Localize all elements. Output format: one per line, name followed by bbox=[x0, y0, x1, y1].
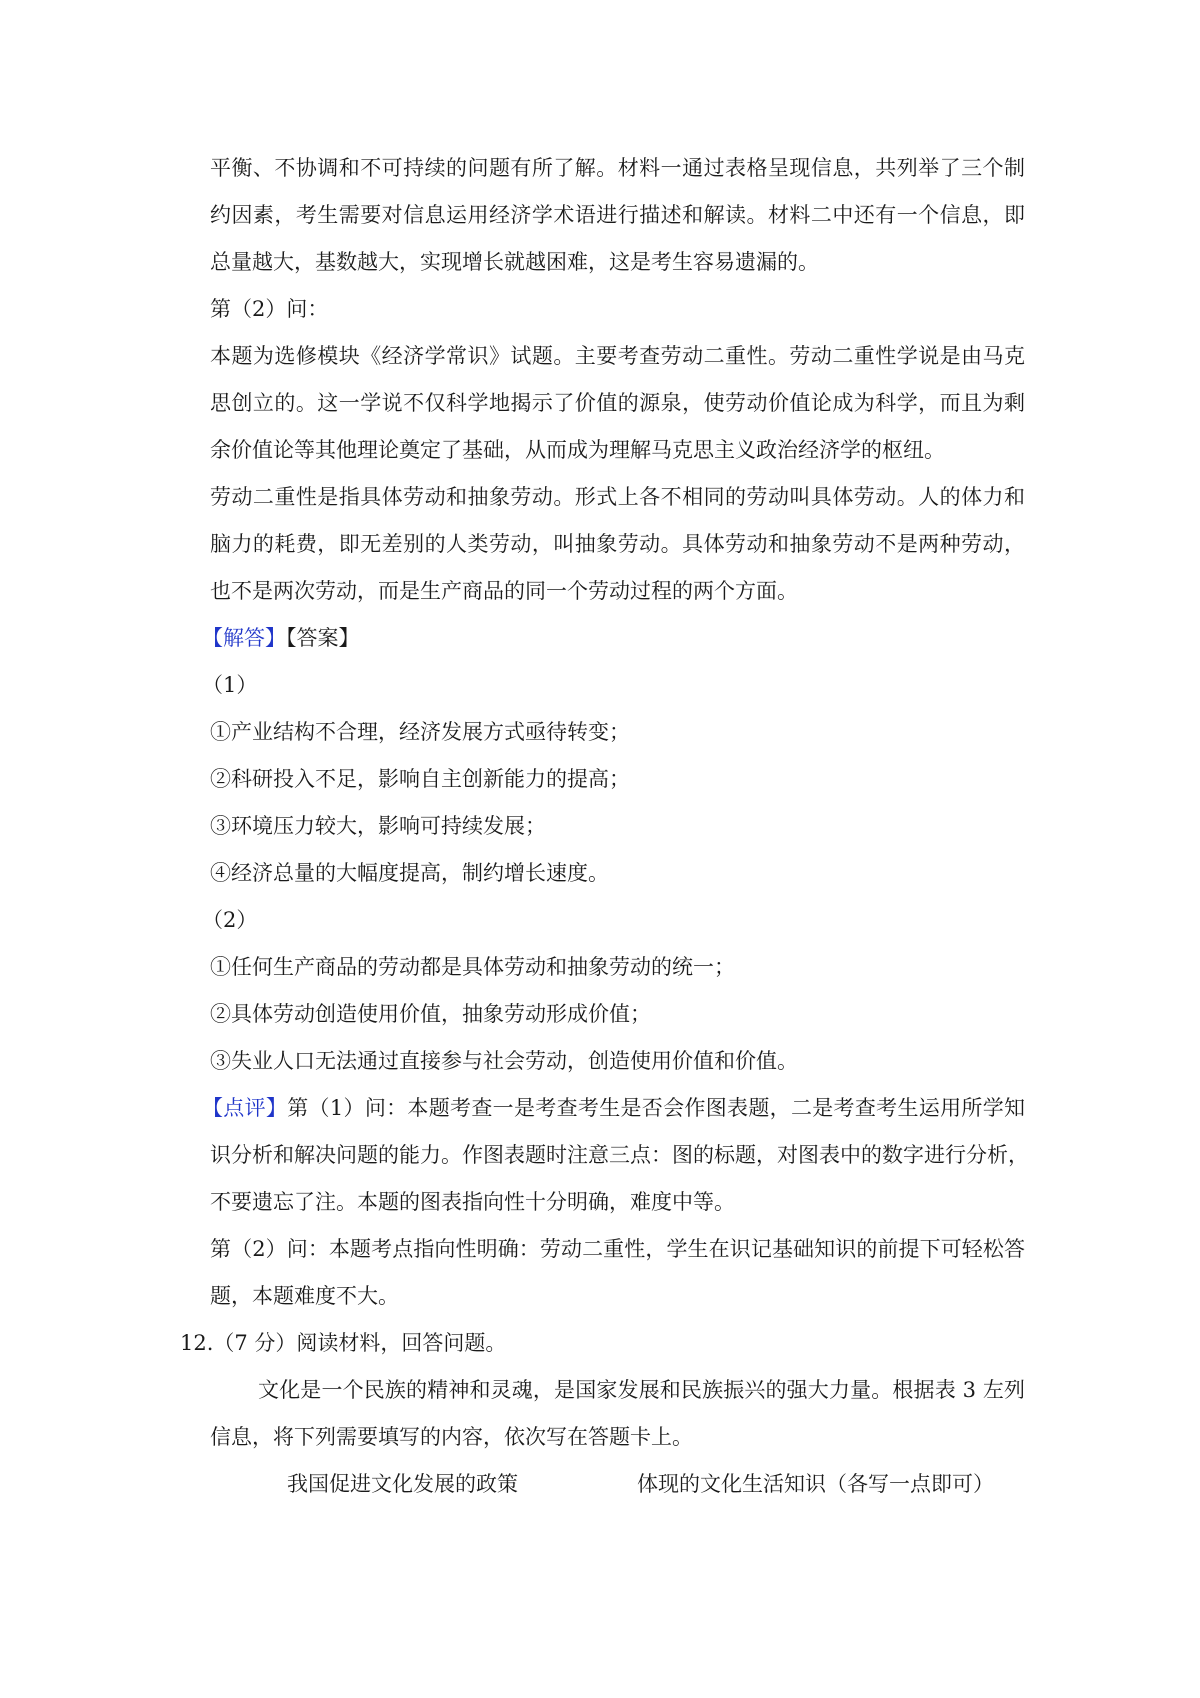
text-line: 劳动二重性是指具体劳动和抽象劳动。形式上各不相同的劳动叫具体劳动。人的体力和 bbox=[210, 485, 1025, 509]
text-line: 总量越大，基数越大，实现增长就越困难，这是考生容易遗漏的。 bbox=[210, 250, 819, 274]
answer-tag: 【解答】 bbox=[202, 626, 286, 650]
question-title: 12.（7 分）阅读材料，回答问题。 bbox=[180, 1331, 507, 1355]
text-line: 余价值论等其他理论奠定了基础，从而成为理解马克思主义政治经济学的枢纽。 bbox=[210, 438, 945, 462]
text-line: 识分析和解决问题的能力。作图表题时注意三点：图的标题，对图表中的数字进行分析， bbox=[210, 1143, 1029, 1167]
question-body-line: 文化是一个民族的精神和灵魂，是国家发展和民族振兴的强大力量。根据表 3 左列 bbox=[258, 1378, 1025, 1402]
text-line: 不要遗忘了注。本题的图表指向性十分明确，难度中等。 bbox=[210, 1190, 735, 1214]
text-line: 思创立的。这一学说不仅科学地揭示了价值的源泉，使劳动价值论成为科学，而且为剩 bbox=[210, 391, 1025, 415]
text-line: 第（2）问：本题考点指向性明确：劳动二重性，学生在识记基础知识的前提下可轻松答 bbox=[210, 1237, 1025, 1261]
answer-item: ③环境压力较大，影响可持续发展； bbox=[210, 814, 546, 838]
text-line: 平衡、不协调和不可持续的问题有所了解。材料一通过表格呈现信息，共列举了三个制 bbox=[210, 156, 1025, 180]
answer-item: ③失业人口无法通过直接参与社会劳动，创造使用价值和价值。 bbox=[210, 1049, 798, 1073]
text-line: 约因素，考生需要对信息运用经济学术语进行描述和解读。材料二中还有一个信息，即 bbox=[210, 203, 1025, 227]
answer-item: ②具体劳动创造使用价值，抽象劳动形成价值； bbox=[210, 1002, 651, 1026]
text-line: 也不是两次劳动，而是生产商品的同一个劳动过程的两个方面。 bbox=[210, 579, 798, 603]
table-header-policy: 我国促进文化发展的政策 bbox=[287, 1472, 518, 1496]
question-body-line: 信息，将下列需要填写的内容，依次写在答题卡上。 bbox=[210, 1425, 693, 1449]
comment-first-line bbox=[202, 1093, 1025, 1123]
answer-item: ①产业结构不合理，经济发展方式亟待转变； bbox=[210, 720, 630, 744]
table-header-knowledge: 体现的文化生活知识（各写一点即可） bbox=[637, 1472, 994, 1496]
answer-item: ②科研投入不足，影响自主创新能力的提高； bbox=[210, 767, 630, 791]
q2-heading: 第（2）问： bbox=[210, 297, 329, 321]
answer-header bbox=[202, 623, 360, 653]
text-line: 题，本题难度不大。 bbox=[210, 1284, 399, 1308]
comment-tag: 【点评】 bbox=[202, 1096, 288, 1120]
answer-part2-label: （2） bbox=[202, 908, 258, 932]
answer-item: ④经济总量的大幅度提高，制约增长速度。 bbox=[210, 861, 609, 885]
answer-label: 【答案】 bbox=[286, 626, 360, 650]
comment-text: 第（1）问：本题考查一是考查考生是否会作图表题，二是考查考生运用所学知 bbox=[287, 1096, 1026, 1120]
text-line: 脑力的耗费，即无差别的人类劳动，叫抽象劳动。具体劳动和抽象劳动不是两种劳动， bbox=[210, 532, 1025, 556]
answer-part1-label: （1） bbox=[202, 673, 258, 697]
answer-item: ①任何生产商品的劳动都是具体劳动和抽象劳动的统一； bbox=[210, 955, 735, 979]
text-line: 本题为选修模块《经济学常识》试题。主要考查劳动二重性。劳动二重性学说是由马克 bbox=[210, 344, 1025, 368]
